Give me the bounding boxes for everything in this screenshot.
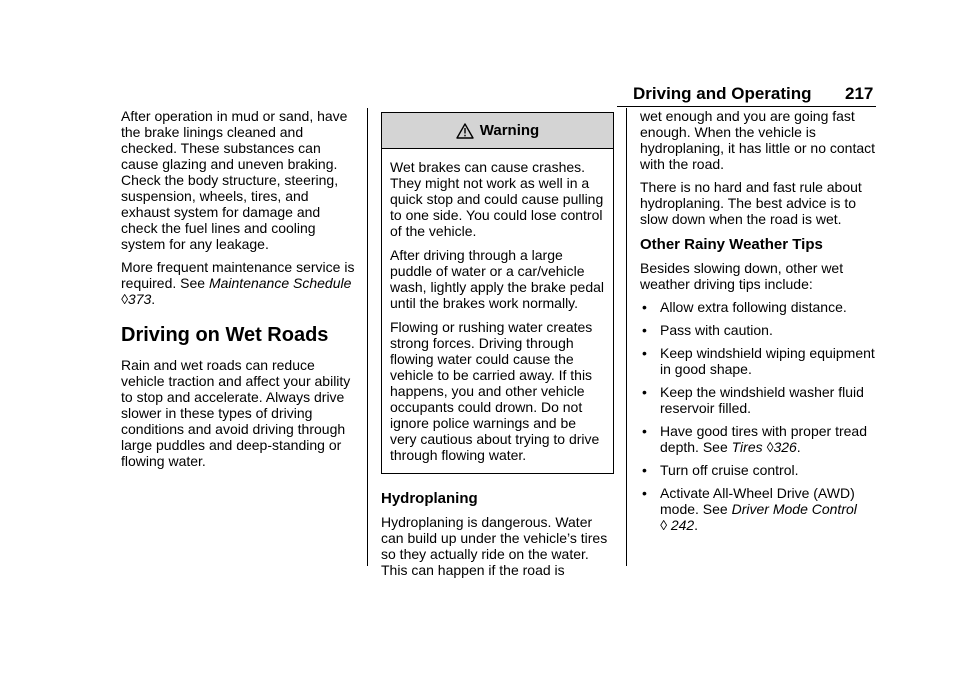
hydroplaning-heading: Hydroplaning	[381, 490, 478, 507]
bullet-icon: •	[642, 345, 647, 361]
driver-mode-page-ref[interactable]: 242	[670, 517, 695, 533]
list-item: • Keep windshield wiping equipment in good shape.	[642, 345, 875, 377]
bullet-icon: •	[642, 485, 647, 501]
warning-icon	[456, 123, 474, 139]
tires-page-ref[interactable]: 326	[773, 439, 797, 455]
list-item: • Have good tires with proper tread depth. See Tires ◊326.	[642, 423, 867, 455]
section-title: Driving on Wet Roads	[121, 324, 329, 346]
rainy-tips-intro: Besides slowing down, other wet weather driving tips include:	[640, 260, 844, 292]
bullet-icon: •	[642, 423, 647, 439]
page-number: 217	[845, 84, 874, 103]
hydroplaning-continued: wet enough and you are going fast enough. When the vehicle is hydroplaning, it has little or no contact with the road.	[640, 108, 876, 172]
page-ref-icon: ◊	[660, 517, 667, 533]
hydroplaning-advice: There is no hard and fast rule about hydroplaning. The best advice is to slow down when the road is wet.	[640, 179, 862, 227]
hydroplaning-paragraph: Hydroplaning is dangerous. Water can build up under the vehicle’s tires so they actually ride on the water. This can happen if the road is	[381, 514, 608, 578]
tips-list	[640, 299, 880, 533]
maintenance-page-ref[interactable]: 373	[127, 291, 152, 307]
warning-paragraph: Flowing or rushing water creates strong forces. Driving through flowing water could cause the vehicle to be carried away. If this happens, you and other vehicle occupants could drown. Do not ignore police warnings and be very cautious about trying to drive through flowing water.	[390, 319, 600, 463]
list-item: • Keep the windshield washer fluid reservoir filled.	[642, 384, 864, 416]
page-ref-icon: ◊	[766, 439, 774, 455]
column-divider	[626, 108, 627, 566]
bullet-icon: •	[642, 299, 647, 315]
warning-box	[381, 112, 614, 474]
column-divider	[367, 108, 368, 566]
chapter-title: Driving and Operating	[633, 84, 812, 103]
middle-column	[381, 108, 615, 585]
header-rule	[617, 106, 876, 107]
maintenance-paragraph: More frequent maintenance service is required. See Maintenance Schedule ◊373.	[121, 259, 355, 307]
warning-paragraph: After driving through a large puddle of water or a car/vehicle wash, lightly apply the brake pedal until the brakes work normally.	[390, 247, 605, 311]
right-column	[640, 108, 880, 540]
warning-paragraph: Wet brakes can cause crashes. They might not work as well in a quick stop and could cause pulling to one side. You could lose control of the vehicle.	[390, 159, 604, 239]
rainy-tips-heading: Other Rainy Weather Tips	[640, 236, 823, 253]
page-ref-icon: ◊	[121, 291, 128, 307]
maintenance-schedule-link[interactable]: Maintenance Schedule	[208, 275, 352, 291]
mud-sand-paragraph: After operation in mud or sand, have the brake linings cleaned and checked. These substances can cause glazing and uneven braking. Check the body structure, steering, suspension, wheels, tires, and exhaust system for damage and check the fuel lines and cooling system for any leakage.	[121, 108, 348, 252]
bullet-icon: •	[642, 384, 647, 400]
list-item: • Turn off cruise control.	[642, 462, 799, 478]
page-header	[0, 84, 960, 108]
driver-mode-control-link[interactable]: Driver Mode Control	[731, 501, 857, 517]
bullet-icon: •	[642, 462, 647, 478]
tires-link[interactable]: Tires	[731, 439, 763, 455]
warning-title: Warning	[479, 121, 540, 139]
warning-header	[382, 113, 613, 149]
left-column	[121, 108, 356, 476]
list-item: • Activate All-Wheel Drive (AWD) mode. See Driver Mode Control ◊ 242.	[642, 485, 857, 533]
warning-body	[382, 149, 613, 473]
wet-roads-paragraph: Rain and wet roads can reduce vehicle traction and affect your ability to stop and accelerate. Always drive slower in these types of driving conditions and avoid driving through large puddles and deep-standing or flowing water.	[121, 357, 351, 469]
list-item: • Allow extra following distance.	[642, 299, 847, 315]
list-item: • Pass with caution.	[642, 322, 773, 338]
bullet-icon: •	[642, 322, 647, 338]
